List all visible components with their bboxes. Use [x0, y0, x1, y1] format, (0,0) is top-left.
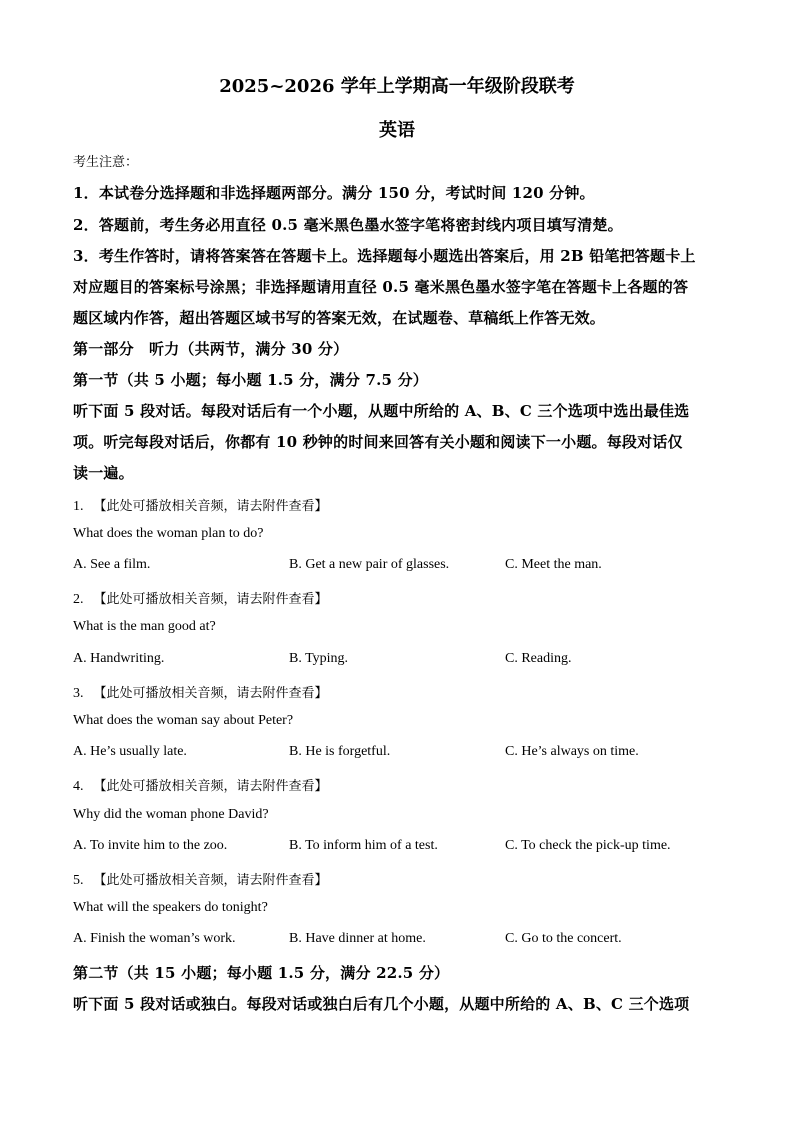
- question-4-number: 4.: [73, 779, 84, 794]
- question-5-header: [73, 869, 328, 889]
- question-4-option-c: C. To check the pick-up time.: [505, 838, 671, 853]
- question-4-audio-link[interactable]: 【此处可播放相关音频，请去附件查看】: [93, 779, 328, 794]
- question-3-option-b: B. He is forgetful.: [289, 744, 391, 759]
- question-4-option-a: A. To invite him to the zoo.: [73, 838, 228, 853]
- section1-heading: 第一节（共 5 小题；每小题 1.5 分，满分 7.5 分）: [73, 371, 428, 389]
- section2-heading: 第二节（共 15 小题；每小题 1.5 分，满分 22.5 分）: [73, 964, 450, 982]
- question-3-option-a: A. He’s usually late.: [73, 744, 187, 759]
- question-3-number: 3.: [73, 686, 84, 701]
- question-2-audio-link[interactable]: 【此处可播放相关音频，请去附件查看】: [93, 592, 328, 607]
- question-5-option-b: B. Have dinner at home.: [289, 931, 426, 946]
- notice-item-3-cont-1: 对应题目的答案标号涂黑；非选择题请用直径 0.5 毫米黑色墨水签字笔在答题卡上各题的答: [73, 278, 689, 296]
- question-1-option-a: A. See a film.: [73, 557, 151, 572]
- exam-title: 2025~2026 学年上学期高一年级阶段联考: [219, 76, 575, 97]
- question-3-header: [73, 682, 328, 702]
- section1-instructions-2: 项。听完每段对话后，你都有 10 秒钟的时间来回答有关小题和阅读下一小题。每段对话仅: [73, 433, 683, 451]
- question-3-audio-link[interactable]: 【此处可播放相关音频，请去附件查看】: [93, 686, 328, 701]
- question-1-audio-link[interactable]: 【此处可播放相关音频，请去附件查看】: [93, 499, 328, 514]
- notice-item-1: 1．本试卷分选择题和非选择题两部分。满分 150 分，考试时间 120 分钟。: [73, 184, 595, 202]
- question-5-option-a: A. Finish the woman’s work.: [73, 931, 236, 946]
- section1-instructions-1: 听下面 5 段对话。每段对话后有一个小题，从题中所给的 A、B、C 三个选项中选出最佳选: [73, 402, 690, 420]
- question-2-option-c: C. Reading.: [505, 651, 572, 666]
- section2-instructions-1: 听下面 5 段对话或独白。每段对话或独白后有几个小题，从题中所给的 A、B、C 三个选项: [73, 995, 690, 1013]
- question-4-header: [73, 775, 328, 795]
- question-1-option-c: C. Meet the man.: [505, 557, 602, 572]
- question-2-number: 2.: [73, 592, 84, 607]
- part1-heading: 第一部分 听力（共两节，满分 30 分）: [73, 340, 349, 358]
- question-2-option-b: B. Typing.: [289, 651, 349, 666]
- notice-item-3-cont-2: 题区域内作答，超出答题区域书写的答案无效，在试题卷、草稿纸上作答无效。: [73, 309, 606, 327]
- question-5-text: What will the speakers do tonight?: [73, 900, 268, 915]
- question-1-number: 1.: [73, 499, 84, 514]
- question-4-text: Why did the woman phone David?: [73, 807, 269, 822]
- question-5-option-c: C. Go to the concert.: [505, 931, 622, 946]
- question-1-text: What does the woman plan to do?: [73, 526, 264, 541]
- question-5-audio-link[interactable]: 【此处可播放相关音频，请去附件查看】: [93, 873, 328, 888]
- question-3-option-c: C. He’s always on time.: [505, 744, 639, 759]
- question-1-header: [73, 495, 328, 515]
- question-2-text: What is the man good at?: [73, 619, 216, 634]
- exam-subject: 英语: [379, 120, 415, 141]
- notice-heading: 考生注意：: [73, 155, 139, 170]
- notice-item-2: 2．答题前，考生务必用直径 0.5 毫米黑色墨水签字笔将密封线内项目填写清楚。: [73, 216, 623, 234]
- notice-item-3: 3．考生作答时，请将答案答在答题卡上。选择题每小题选出答案后，用 2B 铅笔把答题卡上: [73, 247, 696, 265]
- question-4-option-b: B. To inform him of a test.: [289, 838, 438, 853]
- question-2-header: [73, 588, 328, 608]
- section1-instructions-3: 读一遍。: [73, 464, 134, 482]
- question-1-option-b: B. Get a new pair of glasses.: [289, 557, 450, 572]
- question-5-number: 5.: [73, 873, 84, 888]
- question-3-text: What does the woman say about Peter?: [73, 713, 294, 728]
- question-2-option-a: A. Handwriting.: [73, 651, 165, 666]
